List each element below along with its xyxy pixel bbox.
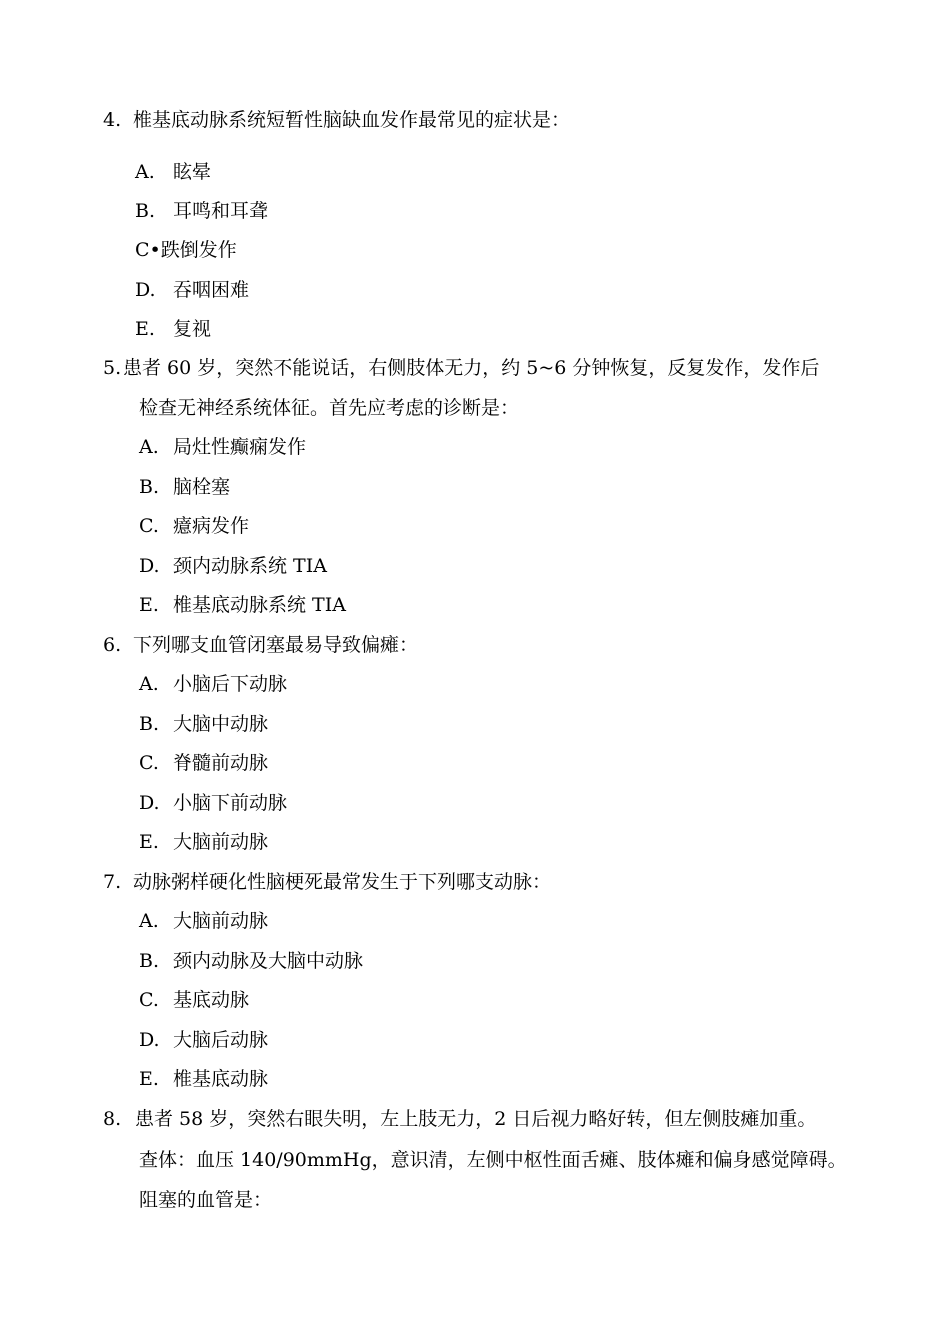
question-stem-text: 阻塞的血管是： xyxy=(139,1189,273,1211)
option-d: D. 颈内动脉系统 TIA xyxy=(139,555,327,577)
option-a: A. 小脑后下动脉 xyxy=(139,673,288,695)
option-a: A. 局灶性癫痫发作 xyxy=(139,436,307,458)
question-stem-text: 下列哪支血管闭塞最易导致偏瘫： xyxy=(133,634,419,656)
option-c: C. 基底动脉 xyxy=(139,989,250,1011)
option-b: B. 颈内动脉及大脑中动脉 xyxy=(139,950,364,972)
question-8-stem xyxy=(103,1107,816,1131)
question-stem-text: 动脉粥样硬化性脑梗死最常发生于下列哪支动脉： xyxy=(133,871,552,893)
question-number: 8. xyxy=(103,1108,122,1130)
question-stem-text: 患者 60 岁，突然不能说话，右侧肢体无力，约 5~6 分钟恢复，反复发作，发作后 xyxy=(123,357,820,379)
question-stem-text: 椎基底动脉系统短暂性脑缺血发作最常见的症状是： xyxy=(133,109,571,131)
option-d: D. 大脑后动脉 xyxy=(139,1029,269,1051)
option-a: A. 大脑前动脉 xyxy=(139,910,269,932)
option-b: B. 大脑中动脉 xyxy=(139,713,269,735)
question-4-stem xyxy=(103,108,570,132)
question-8-stem-cont xyxy=(139,1148,847,1172)
question-number: 4. xyxy=(103,109,122,131)
option-d: D. 小脑下前动脉 xyxy=(139,792,288,814)
option-a: A. 眩晕 xyxy=(135,161,212,183)
question-number: 7. xyxy=(103,871,122,893)
option-b: B. 耳鸣和耳聋 xyxy=(135,200,269,222)
option-e: E. 椎基底动脉 xyxy=(139,1068,269,1090)
question-5-stem xyxy=(103,356,819,380)
question-number: 5. xyxy=(103,357,122,379)
question-stem-text: 查体：血压 140/90mmHg，意识清，左侧中枢性面舌瘫、肢体瘫和偏身感觉障碍。 xyxy=(139,1149,847,1171)
option-e: E. 复视 xyxy=(135,318,212,340)
question-7-stem xyxy=(103,870,551,894)
question-5-stem-cont xyxy=(139,396,519,420)
option-c: C. 脊髓前动脉 xyxy=(139,752,269,774)
question-number: 6. xyxy=(103,634,122,656)
question-8-stem-cont xyxy=(139,1188,272,1212)
question-stem-text: 检查无神经系统体征。首先应考虑的诊断是： xyxy=(139,397,520,419)
option-e: E. 椎基底动脉系统 TIA xyxy=(139,594,346,616)
option-d: D. 吞咽困难 xyxy=(135,279,250,301)
option-b: B. 脑栓塞 xyxy=(139,476,231,498)
option-e: E. 大脑前动脉 xyxy=(139,831,269,853)
option-c: C•跌倒发作 xyxy=(135,239,237,261)
question-6-stem xyxy=(103,633,418,657)
question-stem-text: 患者 58 岁，突然右眼失明，左上肢无力，2 日后视力略好转，但左侧肢瘫加重。 xyxy=(135,1108,817,1130)
option-c: C. 癔病发作 xyxy=(139,515,250,537)
